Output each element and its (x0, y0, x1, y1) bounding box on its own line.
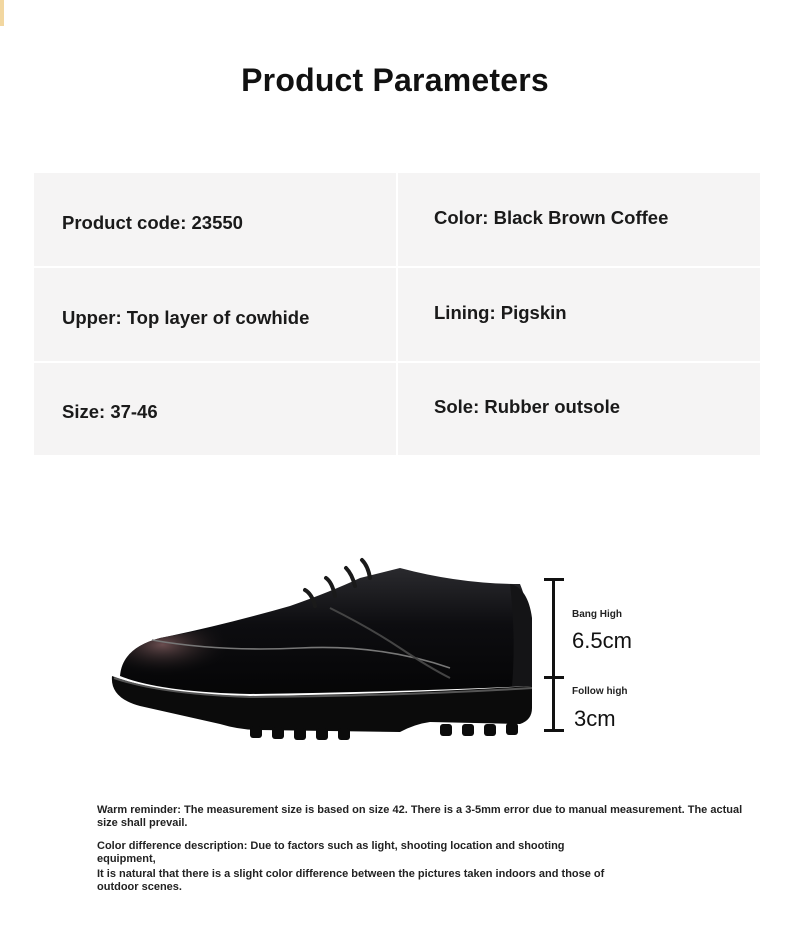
scale-line (552, 578, 555, 732)
shoe-image (100, 548, 550, 748)
bang-high-label: Bang High (572, 609, 622, 620)
param-size: Size: 37-46 (34, 363, 396, 455)
param-upper: Upper: Top layer of cowhide (34, 268, 396, 361)
param-color: Color: Black Brown Coffee (398, 173, 760, 266)
parameters-table (34, 173, 760, 455)
follow-high-label: Follow high (572, 686, 628, 697)
scale-tick-middle (544, 676, 564, 679)
scale-tick-bottom (544, 729, 564, 732)
scale-tick-top (544, 578, 564, 581)
height-scale (542, 578, 566, 734)
color-difference-note-2: It is natural that there is a slight color difference between the pictures taken indoors and those of outdoor scenes. (97, 868, 605, 893)
color-difference-note: Color difference description: Due to factors such as light, shooting location and shooting equipment, (97, 840, 565, 865)
param-sole: Sole: Rubber outsole (398, 363, 760, 455)
page-title: Product Parameters (241, 62, 549, 98)
corner-accent (0, 0, 4, 26)
follow-high-value: 3cm (574, 706, 616, 731)
warm-reminder-note: Warm reminder: The measurement size is based on size 42. There is a 3-5mm error due to manual measurement. The actual size shall prevail. (97, 804, 743, 829)
param-lining: Lining: Pigskin (398, 268, 760, 361)
param-product-code: Product code: 23550 (34, 173, 396, 266)
bang-high-value: 6.5cm (572, 628, 632, 653)
